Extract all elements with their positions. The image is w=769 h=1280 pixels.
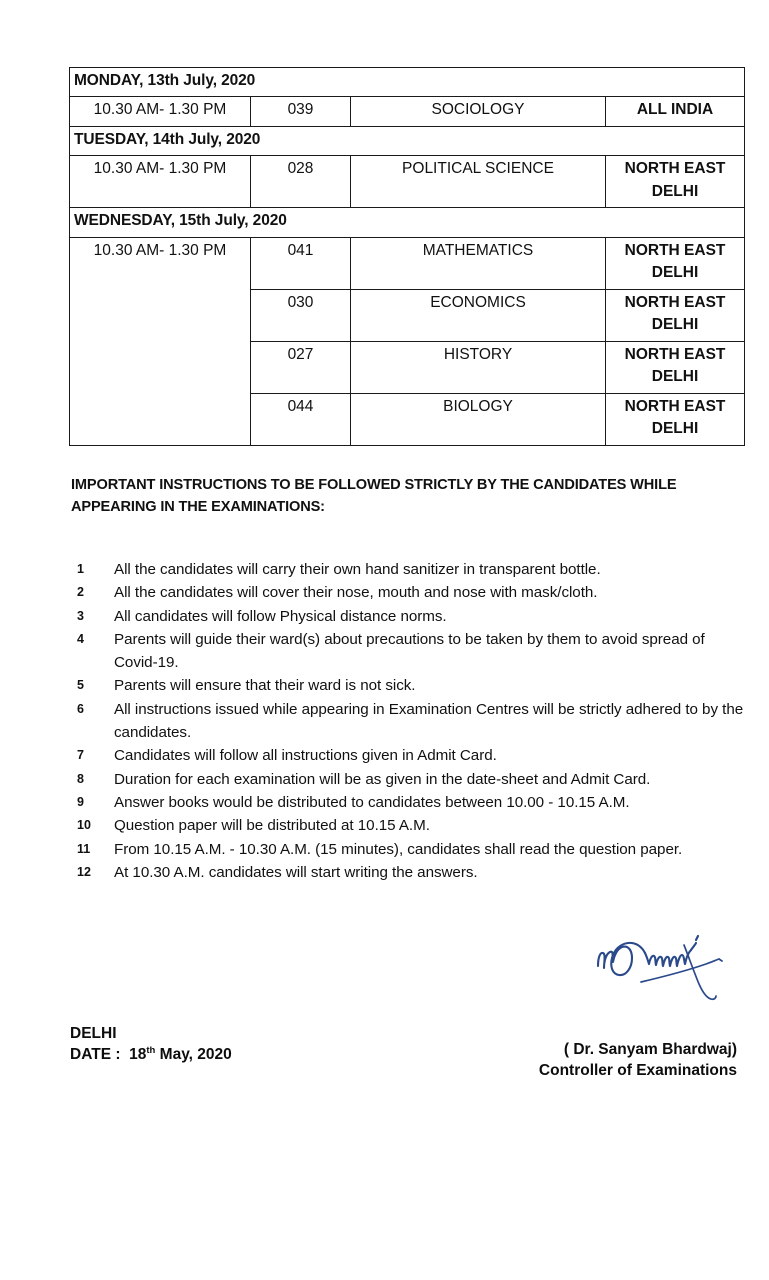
signatory-title: Controller of Examinations	[538, 1062, 737, 1079]
list-item	[71, 605, 751, 628]
footer-left-block	[70, 1023, 232, 1065]
list-item-text: Answer books would be distributed to candidates between 10.00 - 10.15 A.M.	[114, 793, 630, 811]
exam-region: NORTH EAST DELHI	[606, 393, 745, 445]
list-item-number: 12	[77, 864, 91, 879]
footer-right-block	[437, 1039, 737, 1081]
day-header-wednesday: WEDNESDAY, 15th July, 2020	[70, 208, 745, 237]
list-item	[71, 674, 751, 697]
list-item-number: 5	[77, 678, 84, 693]
exam-region: NORTH EAST DELHI	[606, 156, 745, 208]
footer-date-ordinal: th	[146, 1044, 156, 1056]
list-item	[71, 558, 751, 581]
subject-code: 028	[251, 156, 351, 208]
day-header-monday: MONDAY, 13th July, 2020	[70, 68, 745, 97]
list-item-text: Parents will ensure that their ward is not sick.	[114, 677, 416, 695]
list-item	[71, 581, 751, 604]
list-item-number: 2	[77, 585, 84, 600]
list-item-number: 1	[77, 562, 84, 576]
list-item	[71, 768, 751, 791]
signature-image	[588, 928, 738, 1008]
list-item	[71, 744, 751, 767]
list-item-text: Question paper will be distributed at 10.15 A.M.	[114, 817, 430, 835]
list-item-number: 4	[77, 631, 84, 646]
exam-time: 10.30 AM- 1.30 PM	[70, 237, 251, 445]
exam-time: 10.30 AM- 1.30 PM	[70, 97, 251, 126]
footer-date-rest: May, 2020	[155, 1046, 232, 1063]
subject-code: 044	[251, 393, 351, 445]
list-item-text: From 10.15 A.M. - 10.30 A.M. (15 minutes), candidates shall read the question paper.	[114, 840, 683, 858]
signature-icon	[588, 928, 738, 1008]
table-row	[70, 156, 745, 208]
footer-date	[70, 1044, 232, 1065]
list-item-text: At 10.30 A.M. candidates will start writing the answers.	[114, 863, 478, 881]
list-item-text: Parents will guide their ward(s) about precautions to be taken by them to avoid spread of Covid-19.	[114, 630, 705, 672]
list-item	[71, 838, 751, 861]
exam-time: 10.30 AM- 1.30 PM	[70, 156, 251, 208]
list-item-number: 10	[77, 818, 91, 833]
subject-name: HISTORY	[351, 341, 606, 393]
list-item-number: 6	[77, 701, 84, 716]
list-item-number: 11	[77, 841, 91, 856]
list-item-text: All candidates will follow Physical distance norms.	[114, 607, 447, 625]
list-item	[71, 698, 751, 745]
list-item-number: 3	[77, 608, 84, 623]
list-item-text: All the candidates will cover their nose, mouth and nose with mask/cloth.	[114, 584, 598, 602]
exam-datesheet-table	[69, 67, 745, 446]
list-item-text: All instructions issued while appearing in Examination Centres will be strictly adhered to by the candidates.	[114, 700, 744, 742]
subject-code: 030	[251, 289, 351, 341]
exam-region: ALL INDIA	[606, 97, 745, 126]
subject-name: MATHEMATICS	[351, 237, 606, 289]
footer-date-day: 18	[129, 1046, 147, 1063]
day-header-row	[70, 126, 745, 155]
list-item-text: Candidates will follow all instructions given in Admit Card.	[114, 747, 497, 765]
subject-name: ECONOMICS	[351, 289, 606, 341]
instructions-heading: IMPORTANT INSTRUCTIONS TO BE FOLLOWED STRICTLY BY THE CANDIDATES WHILE APPEARING IN THE EXAMINATIONS:	[71, 477, 677, 516]
signatory-name: ( Dr. Sanyam Bhardwaj)	[563, 1041, 737, 1058]
day-header-tuesday: TUESDAY, 14th July, 2020	[70, 126, 745, 155]
list-item	[71, 628, 751, 675]
day-header-row	[70, 208, 745, 237]
datesheet-body	[70, 68, 745, 446]
list-item-number: 7	[77, 748, 84, 763]
instructions-list	[71, 558, 751, 884]
list-item	[71, 791, 751, 814]
list-item-number: 8	[77, 771, 84, 786]
exam-region: NORTH EAST DELHI	[606, 289, 745, 341]
list-item-text: All the candidates will carry their own hand sanitizer in transparent bottle.	[114, 561, 601, 578]
day-header-row	[70, 68, 745, 97]
footer-date-label: DATE :	[70, 1046, 121, 1063]
exam-region: NORTH EAST DELHI	[606, 237, 745, 289]
footer-place: DELHI	[70, 1025, 117, 1042]
list-item	[71, 814, 751, 837]
table-row	[70, 97, 745, 126]
subject-name: POLITICAL SCIENCE	[351, 156, 606, 208]
list-item-text: Duration for each examination will be as given in the date-sheet and Admit Card.	[114, 770, 651, 788]
subject-code: 039	[251, 97, 351, 126]
subject-code: 041	[251, 237, 351, 289]
exam-region: NORTH EAST DELHI	[606, 341, 745, 393]
subject-name: SOCIOLOGY	[351, 97, 606, 126]
subject-code: 027	[251, 341, 351, 393]
list-item	[71, 861, 751, 884]
list-item-number: 9	[77, 794, 84, 809]
table-row	[70, 237, 745, 289]
subject-name: BIOLOGY	[351, 393, 606, 445]
